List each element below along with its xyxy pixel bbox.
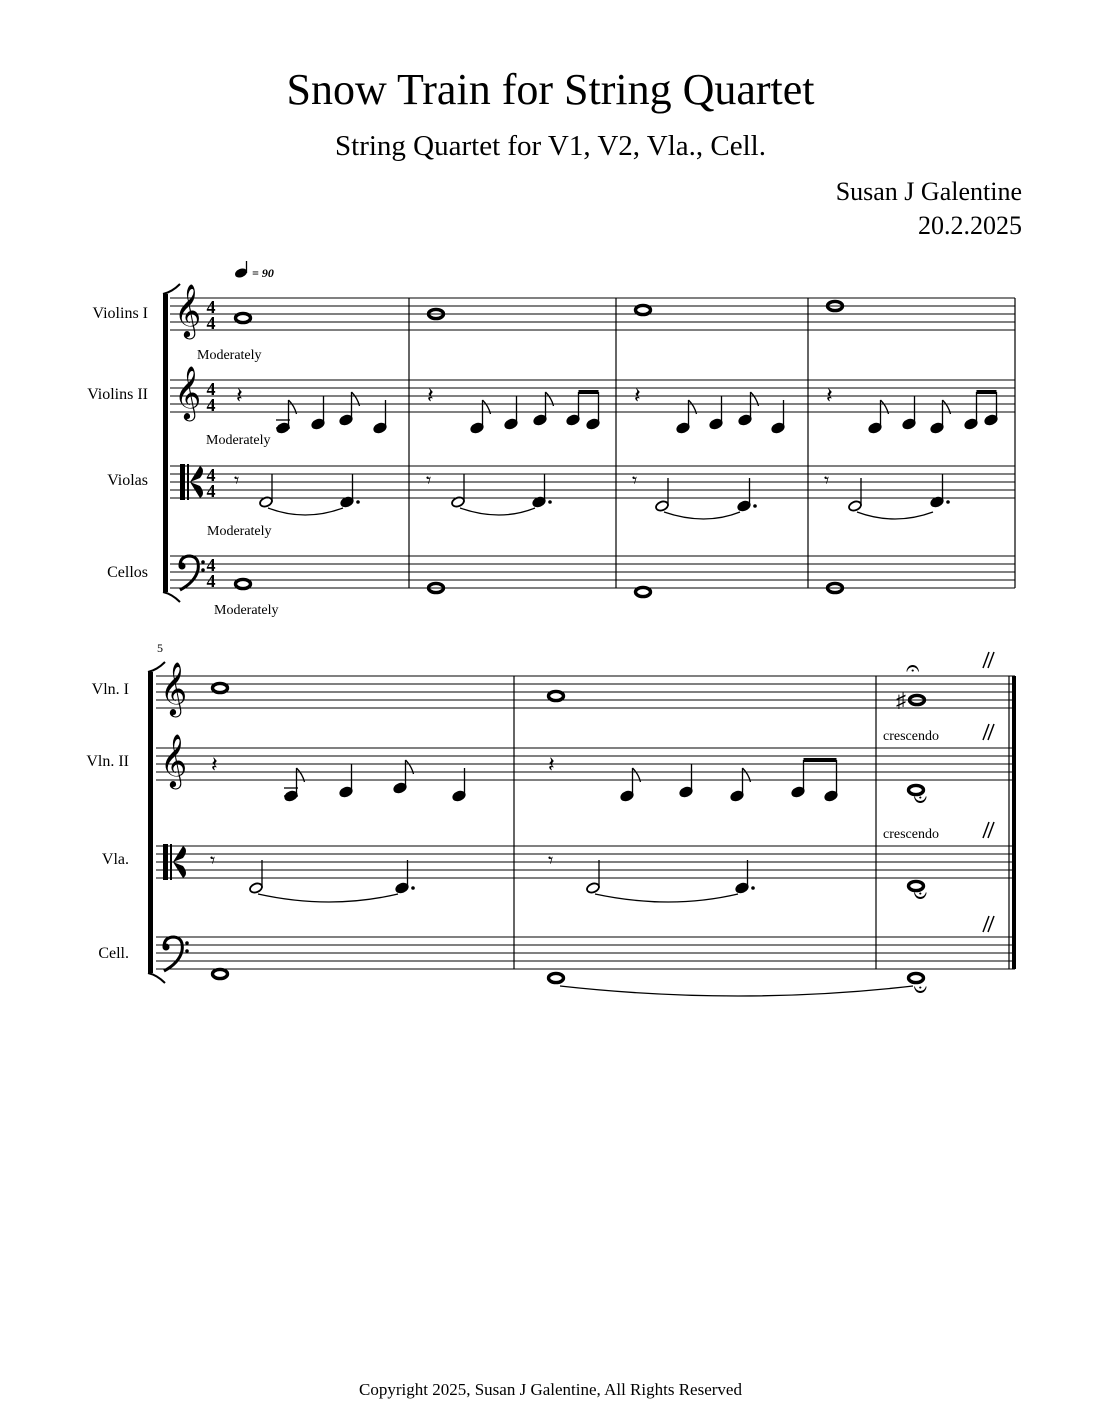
svg-text:𝄾: 𝄾 <box>632 470 638 492</box>
treble-clef-icon: 𝄞 <box>174 367 202 418</box>
svg-text:4: 4 <box>206 313 216 333</box>
instrument-label-violins-1: Violins I <box>92 305 148 322</box>
measure-number: 5 <box>157 641 163 655</box>
sharp-icon: ♯ <box>896 690 906 712</box>
svg-text:4: 4 <box>206 297 216 317</box>
svg-text:𝄾: 𝄾 <box>210 850 216 872</box>
expression-text: Moderately <box>207 524 272 539</box>
system-2-barlines <box>514 676 1009 969</box>
svg-text:𝄽: 𝄽 <box>548 752 555 777</box>
final-barline <box>1012 676 1016 969</box>
system-2 <box>86 641 1016 1002</box>
bass-clef-icon <box>163 937 189 971</box>
svg-text:𝄾: 𝄾 <box>548 850 554 872</box>
instrument-label-vln-2: Vln. II <box>86 753 129 770</box>
cello-notes <box>213 969 928 1002</box>
tie <box>560 986 913 996</box>
svg-text:𝄾: 𝄾 <box>426 470 432 492</box>
instrument-label-violins-2: Violins II <box>87 386 148 403</box>
svg-text:4: 4 <box>206 395 216 415</box>
system-2-staff-lines <box>156 676 1015 969</box>
violin-2-notes <box>211 752 927 812</box>
score-title: Snow Train for String Quartet <box>286 65 815 114</box>
system-1 <box>87 261 1015 618</box>
score-subtitle: String Quartet for V1, V2, Vla., Cell. <box>335 130 766 162</box>
composition-date: 20.2.2025 <box>918 211 1022 240</box>
instrument-label-cell: Cell. <box>98 945 129 962</box>
fermata-icon: 𝄐 <box>913 976 927 1002</box>
expression-text: crescendo <box>883 729 939 744</box>
treble-clef-icon: 𝄞 <box>174 285 202 336</box>
svg-text:𝄾: 𝄾 <box>824 470 830 492</box>
tempo-marking <box>234 261 274 280</box>
svg-text:4: 4 <box>206 571 216 591</box>
composer-name: Susan J Galentine <box>835 177 1022 206</box>
svg-text:𝄽: 𝄽 <box>826 383 833 408</box>
fermata-icon: 𝄐 <box>906 656 920 682</box>
svg-text:𝄽: 𝄽 <box>427 383 434 408</box>
expression-text: Moderately <box>206 433 271 448</box>
viola-notes <box>234 470 950 519</box>
copyright-notice: Copyright 2025, Susan J Galentine, All Rights Reserved <box>359 1380 742 1399</box>
treble-clef-icon: 𝄞 <box>160 735 188 786</box>
fermata-icon: 𝄐 <box>913 882 927 908</box>
instrument-label-cellos: Cellos <box>107 564 148 581</box>
instrument-label-vla: Vla. <box>101 851 129 868</box>
violin-2-notes <box>236 383 998 434</box>
caesura-icon <box>983 652 994 932</box>
instrument-label-vln-1: Vln. I <box>91 681 129 698</box>
viola-notes <box>210 850 927 908</box>
svg-text:𝄽: 𝄽 <box>211 752 218 777</box>
svg-text:4: 4 <box>206 379 216 399</box>
expression-text: Moderately <box>214 603 279 618</box>
treble-clef-icon: 𝄞 <box>160 663 188 714</box>
expression-text: Moderately <box>197 348 262 363</box>
svg-text:𝄽: 𝄽 <box>634 383 641 408</box>
svg-text:4: 4 <box>206 555 216 575</box>
svg-text:𝄽: 𝄽 <box>236 383 243 408</box>
expression-text: crescendo <box>883 827 939 842</box>
system-1-barlines <box>409 298 1015 588</box>
fermata-icon: 𝄐 <box>913 786 927 812</box>
svg-text:4: 4 <box>206 481 216 501</box>
tempo-value: = 90 <box>252 266 274 280</box>
violin-1-notes <box>236 301 843 322</box>
svg-text:𝄾: 𝄾 <box>234 470 240 492</box>
instrument-label-violas: Violas <box>107 472 148 489</box>
bass-clef-icon <box>179 556 205 590</box>
svg-text:4: 4 <box>206 465 216 485</box>
system-1-staff-lines <box>170 298 1015 588</box>
